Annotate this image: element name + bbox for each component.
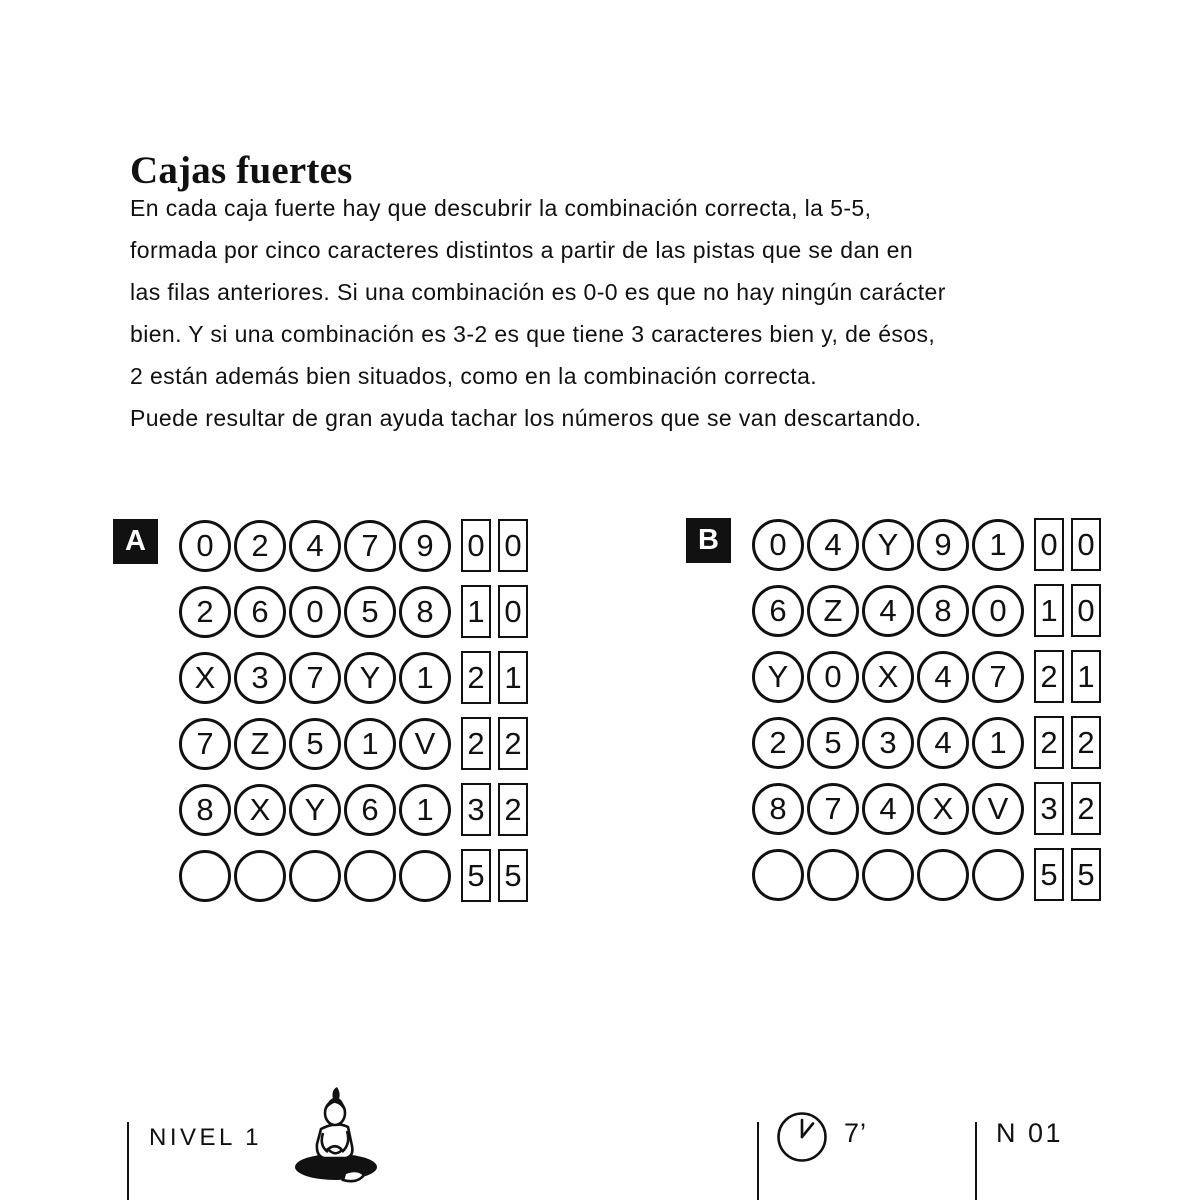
answer-cell[interactable]: [862, 849, 914, 901]
answer-cell[interactable]: [399, 850, 451, 902]
well-placed-count-box: 0: [1071, 584, 1101, 637]
character-cell[interactable]: 0: [289, 586, 341, 638]
answer-cell[interactable]: [179, 850, 231, 902]
character-cell[interactable]: 5: [807, 717, 859, 769]
puzzle-row: [752, 782, 1101, 835]
puzzle-row: [752, 518, 1101, 571]
correct-count-box: 2: [461, 651, 491, 704]
character-cell[interactable]: Y: [862, 519, 914, 571]
clock-icon: [775, 1110, 829, 1164]
character-cell[interactable]: 4: [289, 520, 341, 572]
puzzle-row: [752, 716, 1101, 769]
correct-count-box: 0: [1034, 518, 1064, 571]
correct-count-box: 3: [461, 783, 491, 836]
character-cell[interactable]: 4: [862, 783, 914, 835]
answer-cell[interactable]: [972, 849, 1024, 901]
well-placed-count-box: 2: [1071, 716, 1101, 769]
answer-cell[interactable]: [234, 850, 286, 902]
answer-cell[interactable]: [917, 849, 969, 901]
character-cell[interactable]: 2: [752, 717, 804, 769]
well-placed-count-box: 1: [1071, 650, 1101, 703]
correct-count-box: 5: [461, 849, 491, 902]
correct-count-box: 2: [461, 717, 491, 770]
correct-count-box: 1: [461, 585, 491, 638]
puzzle-row: [179, 585, 528, 638]
character-cell[interactable]: 3: [862, 717, 914, 769]
correct-count-box: 2: [1034, 650, 1064, 703]
well-placed-count-box: 0: [498, 585, 528, 638]
character-cell[interactable]: 4: [917, 651, 969, 703]
well-placed-count-box: 2: [1071, 782, 1101, 835]
puzzle-b-section: [686, 518, 1101, 901]
character-cell[interactable]: 2: [234, 520, 286, 572]
puzzle-row: [752, 650, 1101, 703]
character-cell[interactable]: X: [862, 651, 914, 703]
character-cell[interactable]: 0: [179, 520, 231, 572]
well-placed-count-box: 1: [498, 651, 528, 704]
footer-level-label: NIVEL 1: [149, 1124, 262, 1151]
character-cell[interactable]: 7: [289, 652, 341, 704]
well-placed-count-box: 5: [498, 849, 528, 902]
character-cell[interactable]: 7: [972, 651, 1024, 703]
puzzle-row: [179, 651, 528, 704]
answer-cell[interactable]: [289, 850, 341, 902]
intro-line: Puede resultar de gran ayuda tachar los números que se van descartando.: [130, 405, 922, 431]
character-cell[interactable]: 9: [917, 519, 969, 571]
intro-line: formada por cinco caracteres distintos a partir de las pistas que se dan en: [130, 237, 914, 263]
correct-count-box: 2: [1034, 716, 1064, 769]
character-cell[interactable]: 1: [344, 718, 396, 770]
character-cell[interactable]: 2: [179, 586, 231, 638]
footer-divider: [975, 1122, 977, 1200]
puzzle-row: [752, 584, 1101, 637]
character-cell[interactable]: 0: [752, 519, 804, 571]
page-title: Cajas fuertes: [130, 149, 353, 193]
character-cell[interactable]: 1: [399, 784, 451, 836]
character-cell[interactable]: Y: [752, 651, 804, 703]
character-cell[interactable]: Z: [807, 585, 859, 637]
correct-count-box: 5: [1034, 848, 1064, 901]
character-cell[interactable]: 4: [862, 585, 914, 637]
character-cell[interactable]: 5: [289, 718, 341, 770]
character-cell[interactable]: 3: [234, 652, 286, 704]
character-cell[interactable]: Z: [234, 718, 286, 770]
character-cell[interactable]: 8: [179, 784, 231, 836]
character-cell[interactable]: 8: [752, 783, 804, 835]
character-cell[interactable]: 7: [179, 718, 231, 770]
character-cell[interactable]: 6: [752, 585, 804, 637]
character-cell[interactable]: 7: [344, 520, 396, 572]
character-cell[interactable]: 7: [807, 783, 859, 835]
character-cell[interactable]: 6: [234, 586, 286, 638]
well-placed-count-box: 0: [498, 519, 528, 572]
character-cell[interactable]: 8: [917, 585, 969, 637]
answer-cell[interactable]: [344, 850, 396, 902]
character-cell[interactable]: 0: [972, 585, 1024, 637]
time-label: 7’: [844, 1118, 868, 1148]
puzzle-a-badge: A: [113, 519, 158, 564]
intro-line: las filas anteriores. Si una combinación es 0-0 es que no hay ningún carácter: [130, 279, 946, 305]
character-cell[interactable]: Y: [289, 784, 341, 836]
answer-cell[interactable]: [752, 849, 804, 901]
character-cell[interactable]: V: [399, 718, 451, 770]
character-cell[interactable]: 4: [917, 717, 969, 769]
footer-divider: [757, 1122, 759, 1200]
puzzle-a-grid: [179, 519, 528, 902]
answer-cell[interactable]: [807, 849, 859, 901]
character-cell[interactable]: 8: [399, 586, 451, 638]
character-cell[interactable]: V: [972, 783, 1024, 835]
character-cell[interactable]: Y: [344, 652, 396, 704]
character-cell[interactable]: 9: [399, 520, 451, 572]
well-placed-count-box: 2: [498, 783, 528, 836]
well-placed-count-box: 0: [1071, 518, 1101, 571]
character-cell[interactable]: X: [179, 652, 231, 704]
puzzle-row: [179, 783, 528, 836]
intro-paragraph: [130, 187, 946, 439]
puzzle-a-section: [113, 519, 528, 902]
character-cell[interactable]: 1: [972, 519, 1024, 571]
intro-line: bien. Y si una combinación es 3-2 es que tiene 3 caracteres bien y, de ésos,: [130, 321, 936, 347]
well-placed-count-box: 2: [498, 717, 528, 770]
character-cell[interactable]: X: [917, 783, 969, 835]
well-placed-count-box: 5: [1071, 848, 1101, 901]
intro-line: 2 están además bien situados, como en la combinación correcta.: [130, 363, 818, 389]
meditating-person-icon: [283, 1086, 395, 1192]
correct-count-box: 0: [461, 519, 491, 572]
puzzle-number-label: N 01: [996, 1118, 1064, 1148]
intro-line: En cada caja fuerte hay que descubrir la combinación correcta, la 5-5,: [130, 195, 872, 221]
character-cell[interactable]: 1: [399, 652, 451, 704]
puzzle-row: [179, 717, 528, 770]
character-cell[interactable]: X: [234, 784, 286, 836]
puzzle-row: [179, 849, 528, 902]
character-cell[interactable]: 0: [807, 651, 859, 703]
character-cell[interactable]: 1: [972, 717, 1024, 769]
character-cell[interactable]: 4: [807, 519, 859, 571]
puzzle-b-badge: B: [686, 518, 731, 563]
puzzle-row: [752, 848, 1101, 901]
character-cell[interactable]: 6: [344, 784, 396, 836]
character-cell[interactable]: 5: [344, 586, 396, 638]
footer-divider: [127, 1122, 129, 1200]
puzzle-row: [179, 519, 528, 572]
correct-count-box: 1: [1034, 584, 1064, 637]
puzzle-b-grid: [752, 518, 1101, 901]
correct-count-box: 3: [1034, 782, 1064, 835]
